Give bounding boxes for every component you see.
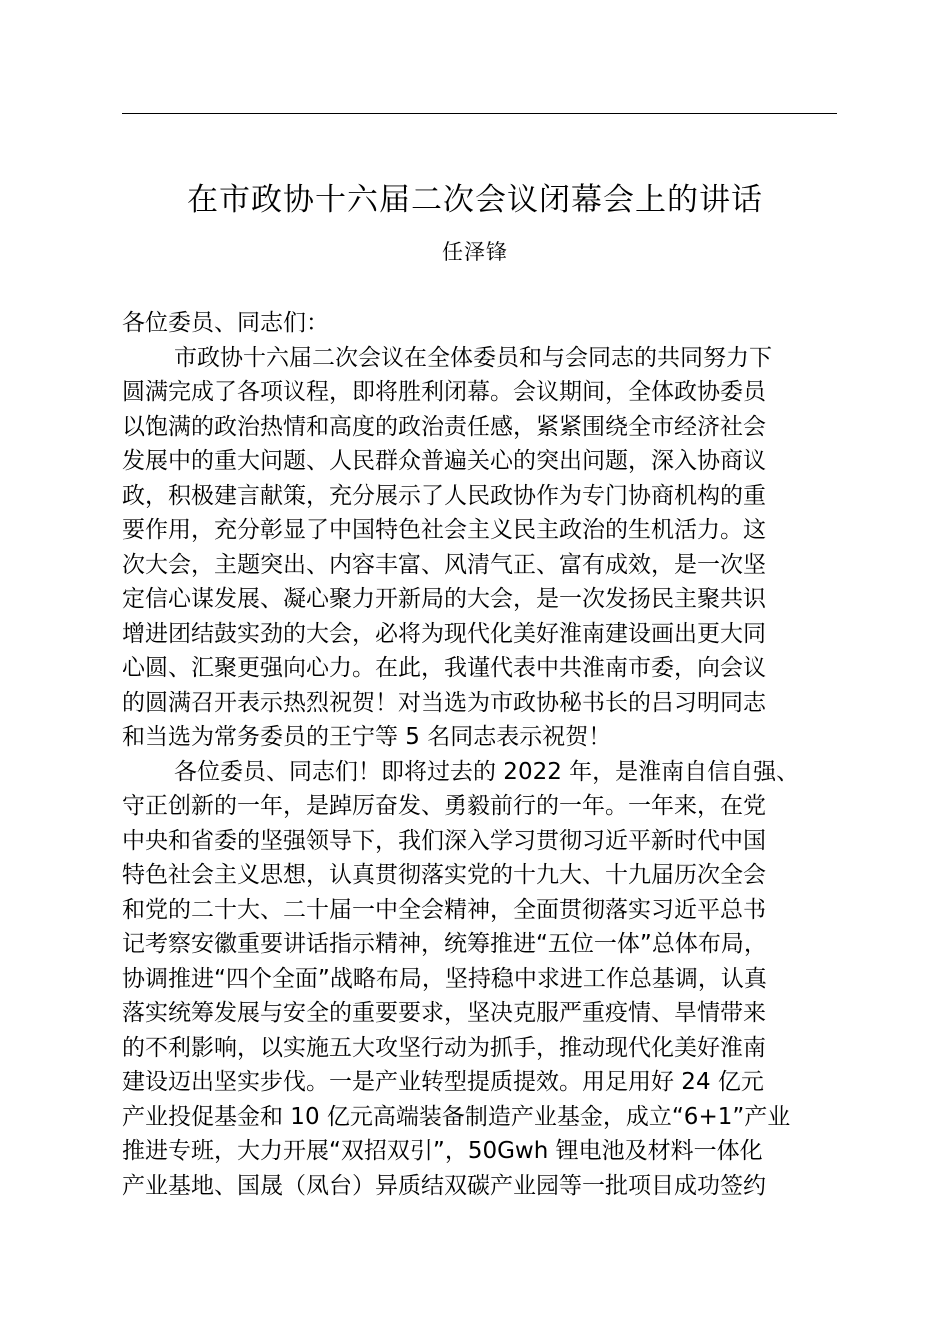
paragraph-line: 中央和省委的坚强领导下，我们深入学习贯彻习近平新时代中国 [122, 827, 766, 854]
paragraph-line: 和党的二十大、二十届一中全会精神，全面贯彻落实习近平总书 [122, 896, 766, 923]
paragraph-line: 推进专班，大力开展“双招双引”，50Gwh 锂电池及材料一体化 [122, 1138, 763, 1164]
paragraph-line: 的不利影响，以实施五大攻坚行动为抓手，推动现代化美好淮南 [122, 1034, 766, 1061]
paragraph-line: 记考察安徽重要讲话指示精神，统筹推进“五位一体”总体布局， [122, 931, 767, 957]
paragraph-line: 政，积极建言献策，充分展示了人民政协作为专门协商机构的重 [122, 482, 766, 509]
paragraph-line: 要作用，充分彰显了中国特色社会主义民主政治的生机活力。这 [122, 517, 766, 543]
paragraph-line: 产业基地、国晟（凤台）异质结双碳产业园等一批项目成功签约 [122, 1172, 766, 1199]
header-rule [122, 113, 837, 114]
paragraph-line: 落实统筹发展与安全的重要要求，坚决克服严重疫情、旱情带来 [122, 1000, 766, 1026]
paragraph-line: 心圆、汇聚更强向心力。在此，我谨代表中共淮南市委，向会议 [122, 655, 766, 681]
paragraph-line: 和当选为常务委员的王宁等 5 名同志表示祝贺！ [122, 724, 612, 750]
paragraph-2 [122, 755, 852, 1204]
paragraph-line: 建设迈出坚实步伐。一是产业转型提质提效。用足用好 24 亿元 [122, 1069, 764, 1095]
paragraph-line: 的圆满召开表示热烈祝贺！对当选为市政协秘书长的吕习明同志 [122, 689, 766, 716]
paragraph-line: 各位委员、同志们！即将过去的 2022 年，是淮南自信自强、 [174, 758, 800, 785]
paragraph-line: 次大会，主题突出、内容丰富、风清气正、富有成效，是一次坚 [122, 551, 766, 578]
paragraph-line: 协调推进“四个全面”战略布局，坚持稳中求进工作总基调，认真 [122, 965, 767, 992]
document-body [122, 306, 852, 1203]
paragraph-line: 增进团结鼓实劲的大会，必将为现代化美好淮南建设画出更大同 [122, 620, 766, 647]
salutation: 各位委员、同志们： [122, 310, 329, 336]
document-title: 在市政协十六届二次会议闭幕会上的讲话 [187, 182, 763, 218]
paragraph-line: 圆满完成了各项议程，即将胜利闭幕。会议期间，全体政协委员 [122, 379, 766, 405]
paragraph-line: 定信心谋发展、凝心聚力开新局的大会，是一次发扬民主聚共识 [122, 586, 766, 612]
paragraph-1 [122, 341, 852, 755]
paragraph-line: 守正创新的一年，是踔厉奋发、勇毅前行的一年。一年来，在党 [122, 793, 766, 819]
paragraph-line: 以饱满的政治热情和高度的政治责任感，紧紧围绕全市经济社会 [122, 413, 766, 440]
paragraph-line: 发展中的重大问题、人民群众普遍关心的突出问题，深入协商议 [122, 448, 766, 474]
paragraph-line: 特色社会主义思想，认真贯彻落实党的十九大、十九届历次全会 [122, 862, 766, 888]
document-author: 任泽锋 [442, 240, 508, 264]
paragraph-line: 市政协十六届二次会议在全体委员和与会同志的共同努力下 [174, 344, 772, 371]
paragraph-line: 产业投促基金和 10 亿元高端装备制造产业基金，成立“6+1”产业 [122, 1103, 791, 1130]
